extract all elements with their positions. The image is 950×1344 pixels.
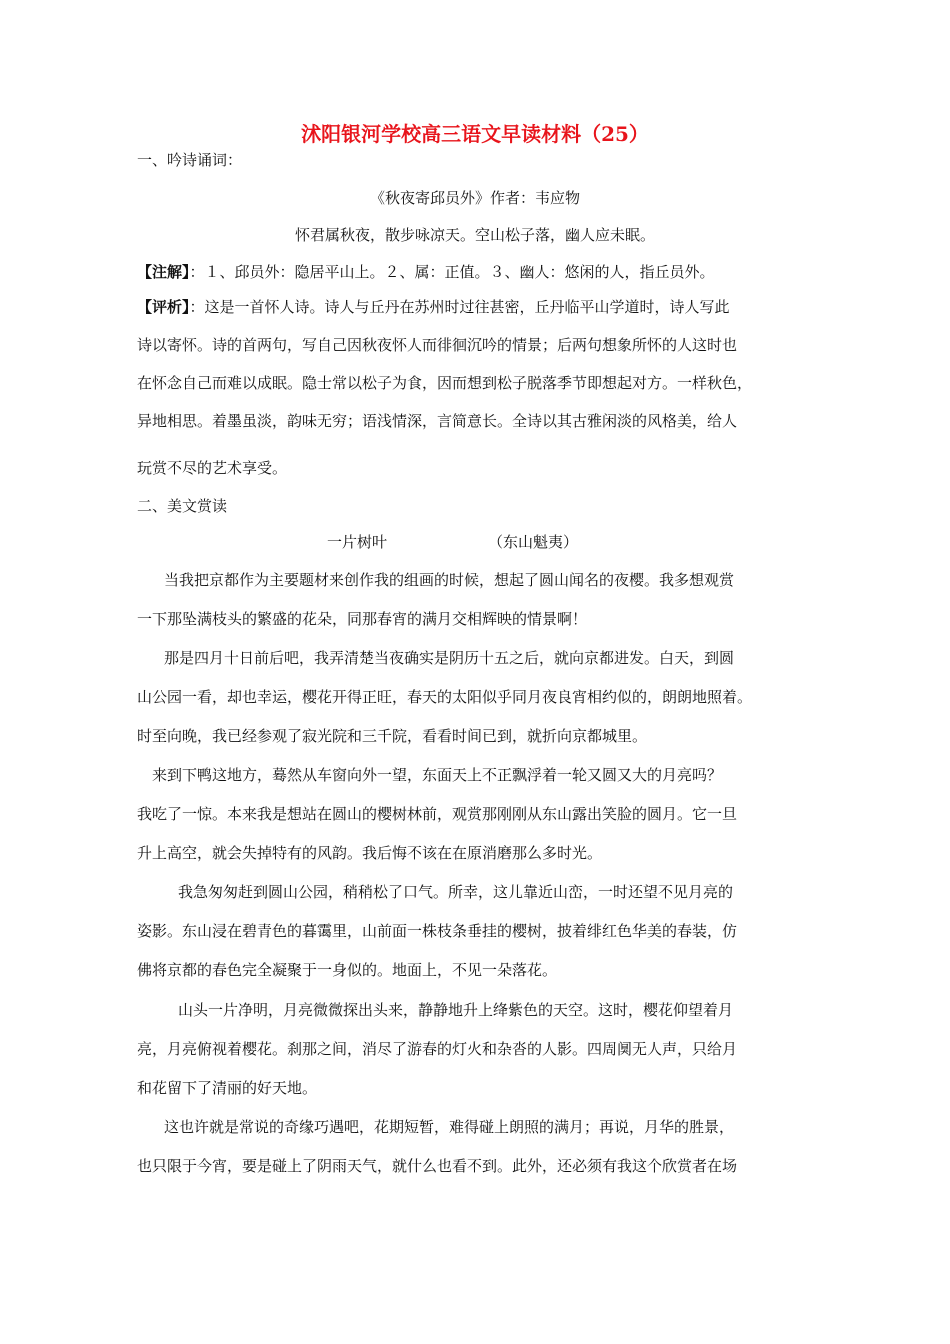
- review-line: 异地相思。着墨虽淡，韵味无穷；语浅情深，言简意长。全诗以其古雅闲淡的风格美，给人: [137, 412, 738, 430]
- review-line: 诗以寄怀。诗的首两句，写自己因秋夜怀人而徘徊沉吟的情景；后两句想象所怀的人这时也: [137, 336, 738, 354]
- section-heading-poetry: 一、吟诗诵词：: [137, 151, 243, 169]
- paragraph-line: 和花留下了清丽的好天地。: [137, 1079, 318, 1097]
- section-heading-essay: 二、美文赏读: [137, 497, 228, 515]
- review-text: ：这是一首怀人诗。诗人与丘丹在苏州时过往甚密，丘丹临平山学道时，诗人写此: [189, 298, 730, 316]
- notes-text: ：１、邱员外：隐居平山上。２、属：正值。３、幽人：悠闲的人，指丘员外。: [189, 263, 715, 281]
- notes-label: 【注解】: [137, 263, 190, 281]
- review-line: 玩赏不尽的艺术享受。: [137, 459, 288, 477]
- paragraph-line: 我急匆匆赶到圆山公园，稍稍松了口气。所幸，这儿靠近山峦，一时还望不见月亮的: [178, 883, 734, 901]
- page-title: 沭阳银河学校高三语文早读材料（25）: [301, 122, 649, 146]
- notes-line: [137, 262, 837, 282]
- paragraph-line: 当我把京都作为主要题材来创作我的组画的时候，想起了圆山闻名的夜樱。我多想观赏: [164, 571, 735, 589]
- paragraph-line: 升上高空，就会失掉特有的风韵。我后悔不该在在原消磨那么多时光。: [137, 844, 603, 862]
- poem-text: 怀君属秋夜，散步咏凉天。空山松子落，幽人应未眠。: [294, 226, 655, 244]
- paragraph-line: 一下那坠满枝头的繁盛的花朵，同那春宵的满月交相辉映的情景啊！: [137, 610, 588, 628]
- essay-author: （东山魁夷）: [488, 533, 579, 551]
- poem-title: 《秋夜寄邱员外》作者：韦应物: [369, 189, 580, 207]
- paragraph-line: 亮，月亮俯视着樱花。刹那之间，消尽了游春的灯火和杂沓的人影。四周阒无人声，只给月: [137, 1040, 738, 1058]
- paragraph-line: 佛将京都的春色完全凝聚于一身似的。地面上，不见一朵落花。: [137, 961, 558, 979]
- paragraph-line: 那是四月十日前后吧，我弄清楚当夜确实是阴历十五之后，就向京都进发。白天，到圆: [164, 649, 735, 667]
- paragraph-line: 时至向晚，我已经参观了寂光院和三千院，看看时间已到，就折向京都城里。: [137, 727, 648, 745]
- paragraph-line: 姿影。东山浸在碧青色的暮霭里，山前面一株枝条垂挂的樱树，披着绯红色华美的春装，仿: [137, 922, 738, 940]
- review-line: [137, 297, 837, 317]
- paragraph-line: 我吃了一惊。本来我是想站在圆山的樱树林前，观赏那刚刚从东山露出笑脸的圆月。它一旦: [137, 805, 738, 823]
- review-line: 在怀念自己而难以成眠。隐士常以松子为食，因而想到松子脱落季节即想起对方。一样秋色，: [137, 374, 753, 392]
- paragraph-line: 这也许就是常说的奇缘巧遇吧，花期短暂，难得碰上朗照的满月；再说，月华的胜景，: [164, 1118, 735, 1136]
- paragraph-line: 山公园一看，却也幸运，樱花开得正旺，春天的太阳似乎同月夜良宵相约似的，朗朗地照着。: [137, 688, 753, 706]
- paragraph-line: 也只限于今宵，要是碰上了阴雨天气，就什么也看不到。此外，还必须有我这个欣赏者在场: [137, 1157, 738, 1175]
- paragraph-line: 山头一片净明，月亮微微探出头来，静静地升上绛紫色的天空。这时，樱花仰望着月: [178, 1001, 734, 1019]
- paragraph-line: 来到下鸭这地方，蓦然从车窗向外一望，东面天上不正飘浮着一轮又圆又大的月亮吗？: [152, 766, 723, 784]
- review-label: 【评析】: [137, 298, 190, 316]
- essay-title: 一片树叶: [327, 533, 388, 551]
